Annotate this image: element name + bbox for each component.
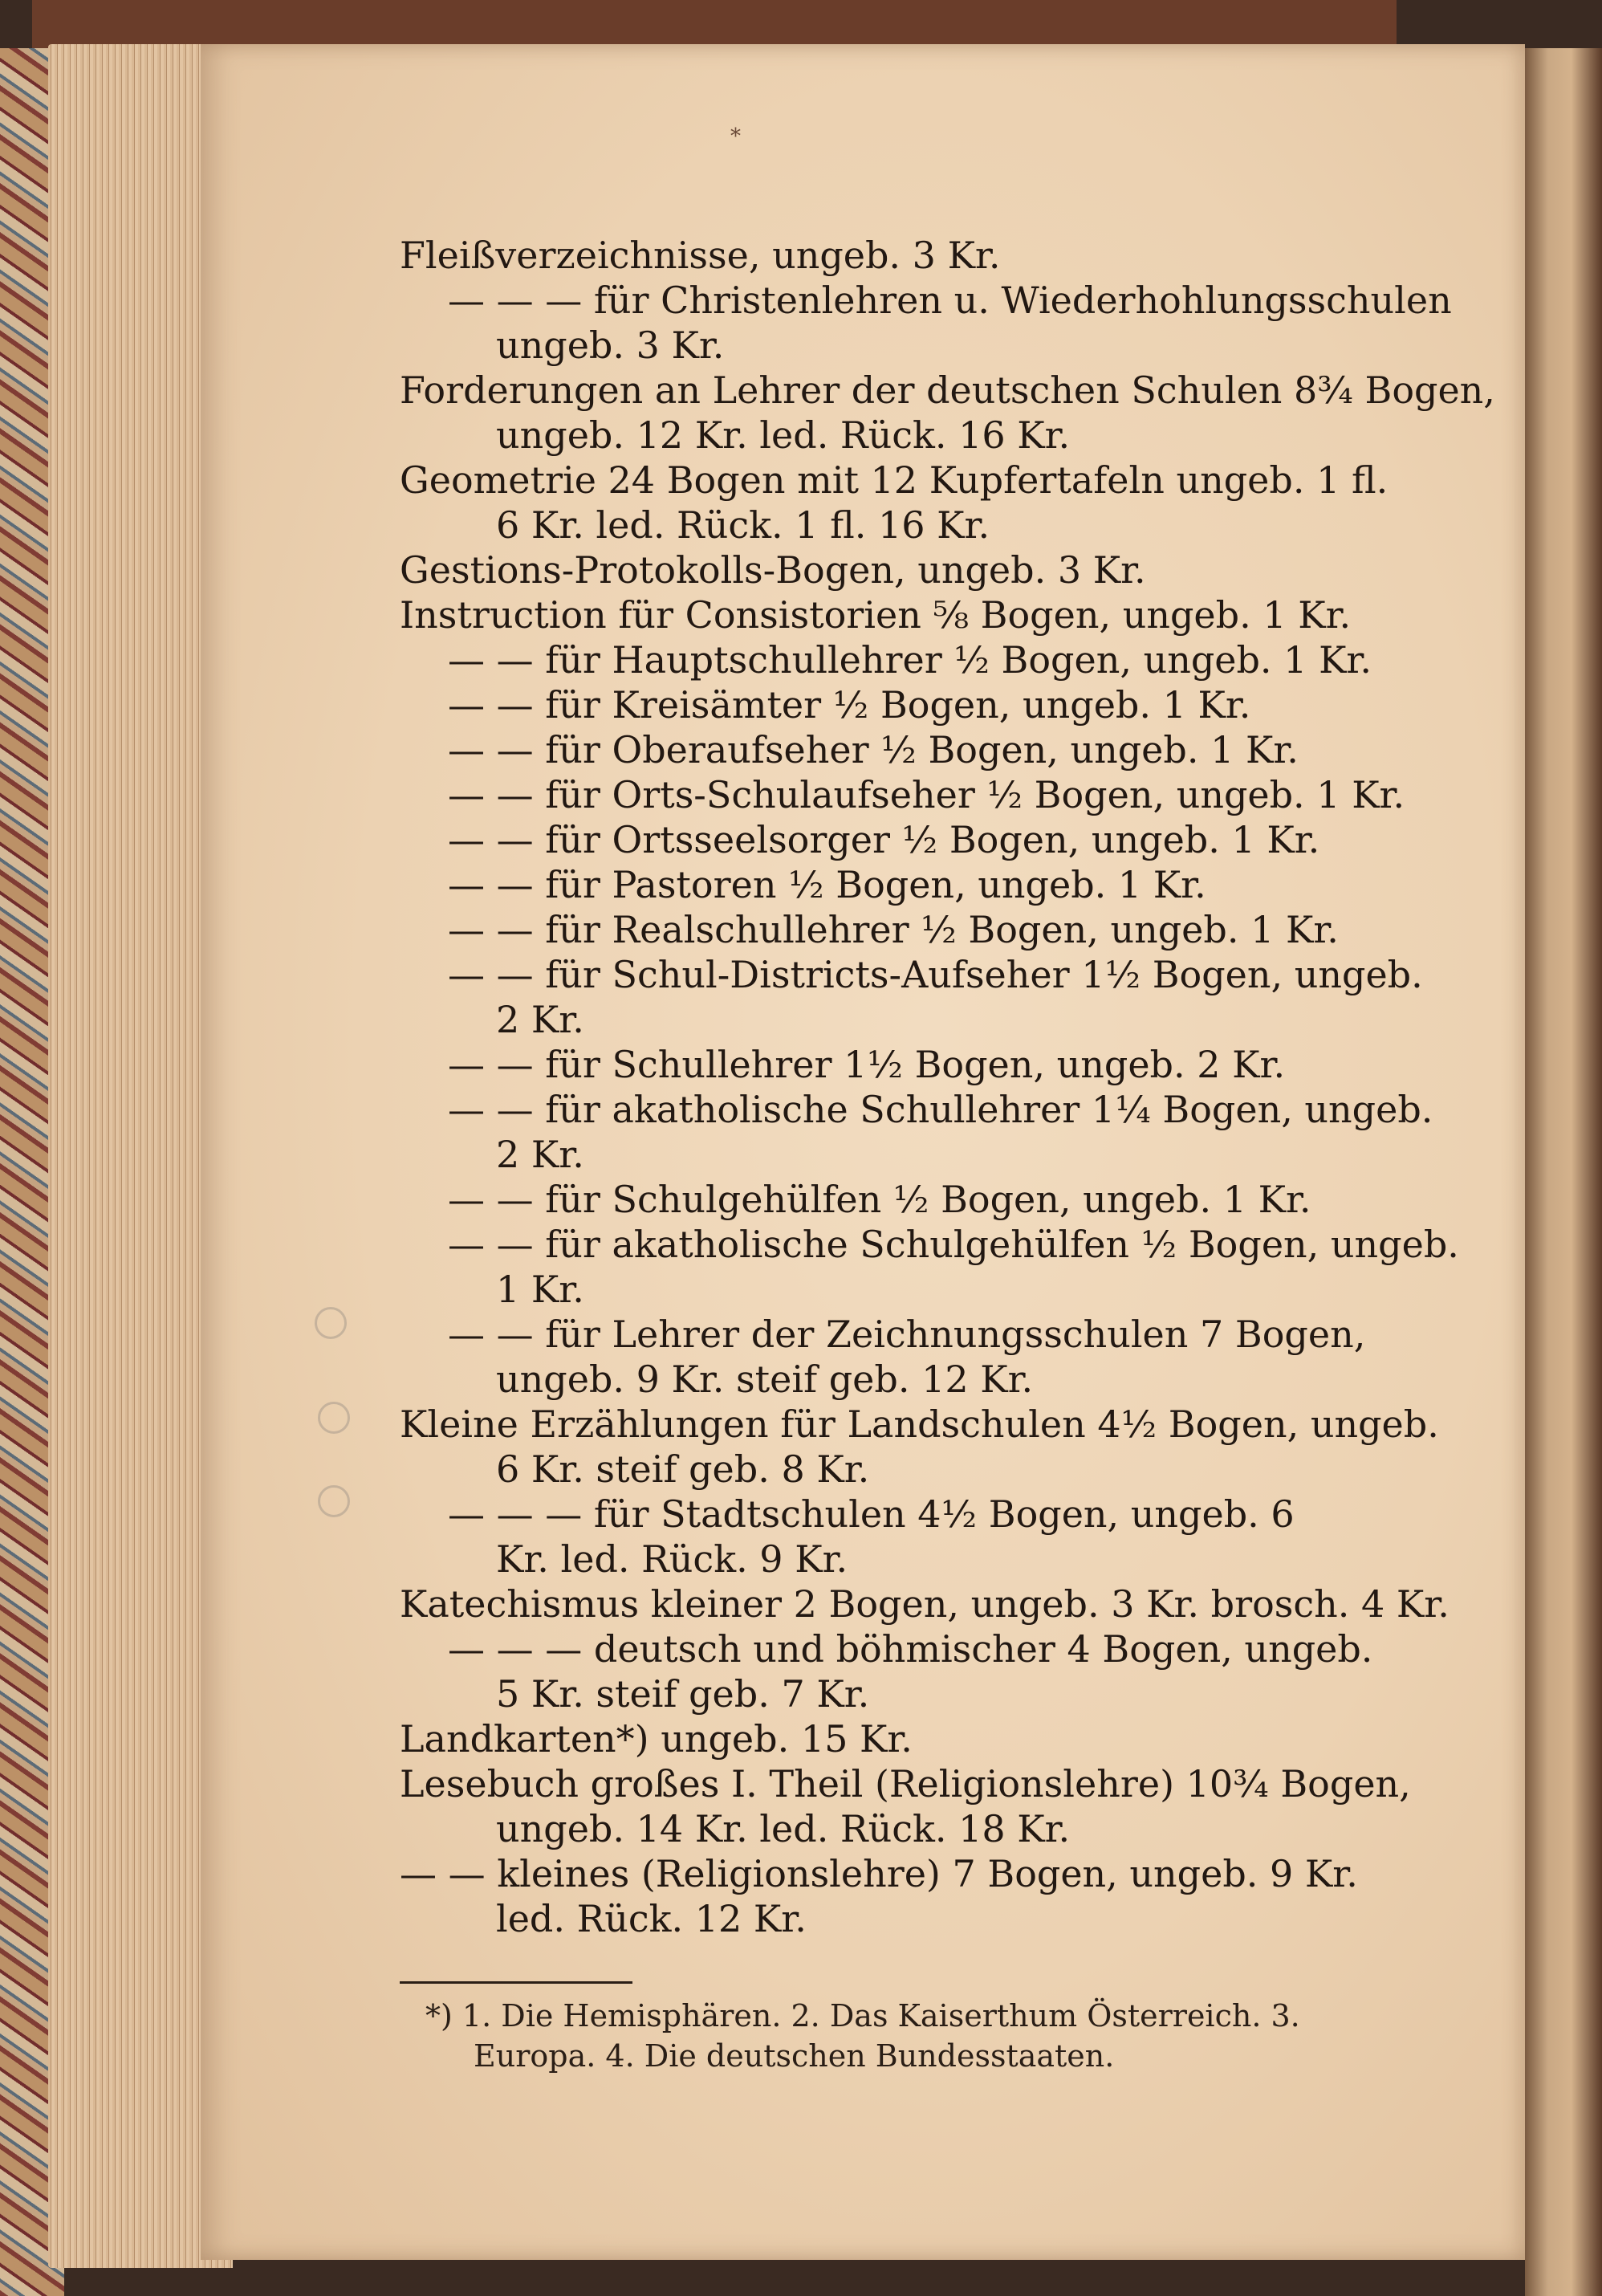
price-list [400,233,1495,1941]
text-line: Kleine Erzählungen für Landschulen 4½ Bogen, ungeb. [400,1402,1439,1446]
text-line: Forderungen an Lehrer der deutschen Schulen 8¾ Bogen, [400,368,1495,412]
text-line: — — — deutsch und böhmischer 4 Bogen, ungeb. [448,1627,1373,1671]
text-line: Kr. led. Rück. 9 Kr. [496,1537,848,1581]
footnote-line: *) 1. Die Hemisphären. 2. Das Kaiserthum Österreich. 3. [425,1998,1300,2033]
margin-circle-mark [318,1485,350,1517]
text-line: 6 Kr. steif geb. 8 Kr. [496,1447,870,1491]
text-line: — — für Schul-Districts-Aufseher 1½ Bogen, ungeb. [448,953,1423,996]
facing-page-edge [1525,48,1602,2296]
footnote-rule [400,1981,632,1984]
text-line: — — — für Stadtschulen 4½ Bogen, ungeb. 6 [448,1492,1295,1536]
text-line: Instruction für Consistorien ⅝ Bogen, ungeb. 1 Kr. [400,593,1352,637]
text-line: — — für Orts-Schulaufseher ½ Bogen, ungeb. 1 Kr. [448,773,1405,816]
text-line: — — für Ortsseelsorger ½ Bogen, ungeb. 1 Kr. [448,818,1320,861]
text-line: led. Rück. 12 Kr. [496,1897,807,1940]
text-line: — — für Schulgehülfen ½ Bogen, ungeb. 1 Kr. [448,1178,1311,1221]
page-mark: * [730,124,741,149]
text-line: Fleißverzeichnisse, ungeb. 3 Kr. [400,234,1001,277]
text-line: — — für akatholische Schullehrer 1¼ Bogen, ungeb. [448,1088,1433,1131]
text-line: — — für Schullehrer 1½ Bogen, ungeb. 2 Kr. [448,1043,1286,1086]
footnote [425,1996,1429,2076]
text-line: — — für Pastoren ½ Bogen, ungeb. 1 Kr. [448,863,1206,906]
text-line: — — für Realschullehrer ½ Bogen, ungeb. 1 Kr. [448,908,1339,951]
text-line: 6 Kr. led. Rück. 1 fl. 16 Kr. [496,503,990,547]
text-line: — — — für Christenlehren u. Wiederhohlungsschulen [448,279,1452,322]
text-line: Lesebuch großes I. Theil (Religionslehre) 10¾ Bogen, [400,1762,1411,1805]
text-line: 2 Kr. [496,998,584,1041]
text-line: Landkarten*) ungeb. 15 Kr. [400,1717,913,1761]
text-line: ungeb. 9 Kr. steif geb. 12 Kr. [496,1358,1034,1401]
footnote-line: Europa. 4. Die deutschen Bundesstaaten. [474,2038,1115,2074]
margin-circle-mark [315,1307,347,1339]
text-line: ungeb. 14 Kr. led. Rück. 18 Kr. [496,1807,1071,1850]
text-line: — — für Oberaufseher ½ Bogen, ungeb. 1 Kr. [448,728,1299,771]
text-line: 2 Kr. [496,1133,584,1176]
text-line: — — für Kreisämter ½ Bogen, ungeb. 1 Kr. [448,683,1251,727]
text-line: Katechismus kleiner 2 Bogen, ungeb. 3 Kr. brosch. 4 Kr. [400,1582,1450,1626]
text-line: Geometrie 24 Bogen mit 12 Kupfertafeln ungeb. 1 fl. [400,458,1389,502]
margin-circle-mark [318,1402,350,1434]
text-line: ungeb. 3 Kr. [496,324,725,367]
text-line: Gestions-Protokolls-Bogen, ungeb. 3 Kr. [400,548,1146,592]
text-line: — — für akatholische Schulgehülfen ½ Bogen, ungeb. [448,1223,1459,1266]
text-line: ungeb. 12 Kr. led. Rück. 16 Kr. [496,413,1071,457]
text-line: 5 Kr. steif geb. 7 Kr. [496,1672,870,1716]
text-line: 1 Kr. [496,1268,584,1311]
text-line: — — für Lehrer der Zeichnungsschulen 7 Bogen, [448,1313,1366,1356]
text-line: — — kleines (Religionslehre) 7 Bogen, ungeb. 9 Kr. [400,1852,1358,1895]
text-line: — — für Hauptschullehrer ½ Bogen, ungeb. 1 Kr. [448,638,1372,682]
